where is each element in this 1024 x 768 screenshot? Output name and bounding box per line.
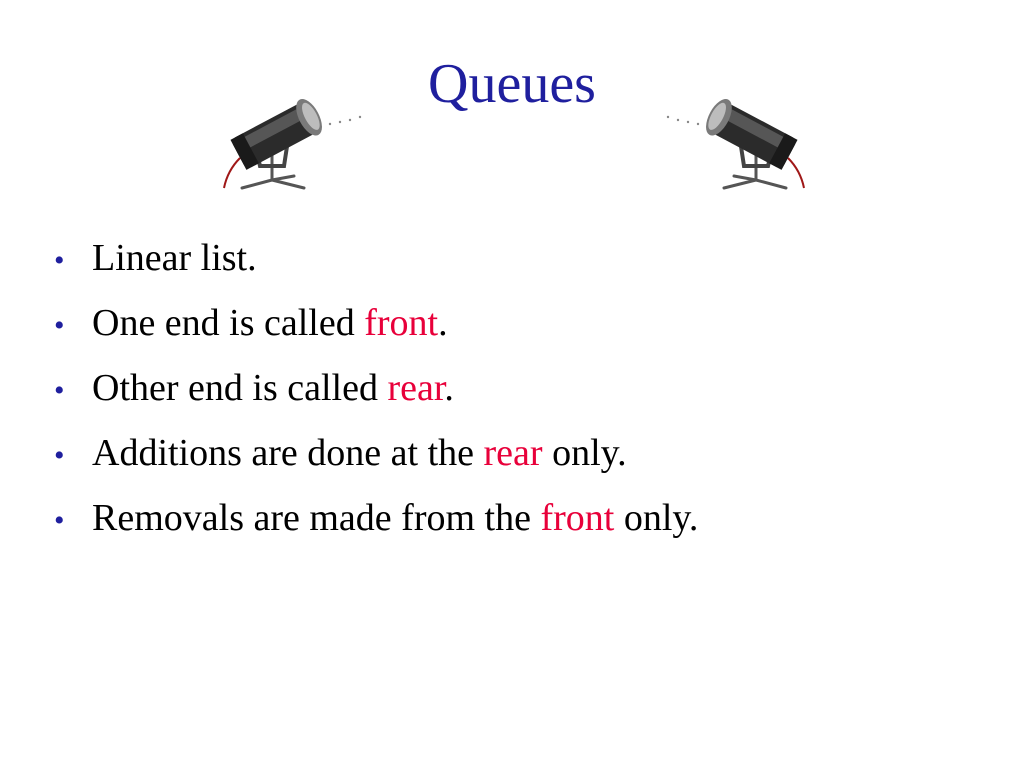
bullet-icon: •: [54, 374, 65, 407]
slide-title: Queues: [428, 53, 596, 115]
bullet-text-end: .: [438, 302, 448, 344]
bullet-item: [54, 492, 698, 557]
bullet-highlight: rear: [483, 432, 543, 474]
bullet-text: Removals are made from the: [92, 497, 541, 539]
bullet-item: [54, 297, 698, 362]
bullet-highlight: rear: [387, 367, 445, 409]
bullet-text-end: only.: [542, 432, 627, 474]
bullet-icon: •: [54, 244, 65, 277]
bullet-text: Additions are done at the: [92, 432, 484, 474]
bullet-item: [54, 232, 698, 297]
bullet-icon: •: [54, 439, 65, 472]
bullet-list: [54, 232, 698, 557]
bullet-text: One end is called: [92, 302, 365, 344]
bullet-highlight: front: [364, 302, 439, 344]
bullet-text-end: .: [444, 367, 454, 409]
bullet-text: Other end is called: [92, 367, 388, 409]
bullet-item: [54, 427, 698, 492]
bullet-icon: •: [54, 309, 65, 342]
spotlight-right-icon: [656, 80, 816, 200]
bullet-text-end: only.: [614, 497, 699, 539]
bullet-text: Linear list.: [92, 237, 257, 279]
bullet-icon: •: [54, 504, 65, 537]
bullet-highlight: front: [540, 497, 615, 539]
bullet-item: [54, 362, 698, 427]
